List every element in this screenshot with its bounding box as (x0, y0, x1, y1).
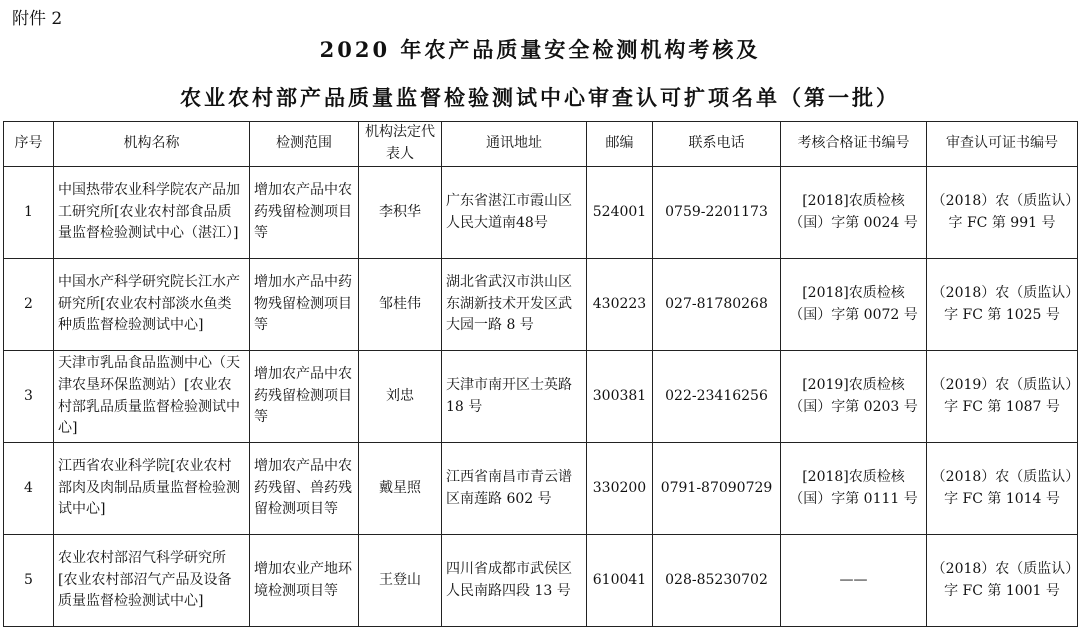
cell-zip: 524001 (587, 167, 653, 259)
cell-scope: 增加农产品中农药残留检测项目等 (250, 167, 359, 259)
cell-seq: 4 (4, 443, 54, 535)
document-title-line-1: 2020 年农产品质量安全检测机构考核及 (319, 37, 761, 62)
cell-review-cert: （2018）农（质监认）字 FC 第 991 号 (927, 167, 1078, 259)
cell-address: 湖北省武汉市洪山区东湖新技术开发区武大园一路 8 号 (442, 259, 587, 351)
header-seq: 序号 (4, 122, 54, 167)
cell-scope: 增加农产品中农药残留检测项目等 (250, 351, 359, 443)
cell-seq: 3 (4, 351, 54, 443)
cell-name: 天津市乳品食品监测中心（天津农垦环保监测站）[农业农村部乳品质量监督检验测试中心] (54, 351, 250, 443)
cell-seq: 1 (4, 167, 54, 259)
cell-zip: 300381 (587, 351, 653, 443)
cell-address: 江西省南昌市青云谱区南莲路 602 号 (442, 443, 587, 535)
cell-assessment-cert: —— (781, 535, 927, 627)
header-zip: 邮编 (587, 122, 653, 167)
cell-review-cert: （2018）农（质监认）字 FC 第 1014 号 (927, 443, 1078, 535)
document-title-line-2: 农业农村部产品质量监督检验测试中心审查认可扩项名单（第一批） (180, 85, 900, 110)
table-row (4, 351, 1078, 443)
header-address: 通讯地址 (442, 122, 587, 167)
cell-assessment-cert: [2019]农质检核（国）字第 0203 号 (781, 351, 927, 443)
header-scope: 检测范围 (250, 122, 359, 167)
cell-assessment-cert: [2018]农质检核（国）字第 0072 号 (781, 259, 927, 351)
cell-scope: 增加农产品中农药残留、兽药残留检测项目等 (250, 443, 359, 535)
header-assessment-cert: 考核合格证书编号 (781, 122, 927, 167)
cell-address: 天津市南开区士英路 18 号 (442, 351, 587, 443)
cell-phone: 0759-2201173 (653, 167, 781, 259)
cell-representative: 戴星照 (359, 443, 442, 535)
cell-name: 中国水产科学研究院长江水产研究所[农业农村部淡水鱼类种质监督检验测试中心] (54, 259, 250, 351)
cell-representative: 邹桂伟 (359, 259, 442, 351)
cell-address: 四川省成都市武侯区人民南路四段 13 号 (442, 535, 587, 627)
header-review-cert: 审查认可证书编号 (927, 122, 1078, 167)
cell-scope: 增加水产品中药物残留检测项目等 (250, 259, 359, 351)
cell-seq: 5 (4, 535, 54, 627)
cell-phone: 027-81780268 (653, 259, 781, 351)
table-row (4, 443, 1078, 535)
cell-zip: 610041 (587, 535, 653, 627)
cell-scope: 增加农业产地环境检测项目等 (250, 535, 359, 627)
cell-representative: 刘忠 (359, 351, 442, 443)
table-header-row (4, 122, 1078, 167)
cell-representative: 王登山 (359, 535, 442, 627)
table-row (4, 259, 1078, 351)
table-row (4, 535, 1078, 627)
header-name: 机构名称 (54, 122, 250, 167)
attachment-label: 附件 2 (12, 9, 63, 29)
cell-zip: 430223 (587, 259, 653, 351)
cell-phone: 022-23416256 (653, 351, 781, 443)
cell-zip: 330200 (587, 443, 653, 535)
cell-phone: 0791-87090729 (653, 443, 781, 535)
header-phone: 联系电话 (653, 122, 781, 167)
cell-name: 江西省农业科学院[农业农村部肉及肉制品质量监督检验测试中心] (54, 443, 250, 535)
institution-table (3, 121, 1078, 627)
cell-representative: 李积华 (359, 167, 442, 259)
cell-address: 广东省湛江市霞山区人民大道南48号 (442, 167, 587, 259)
cell-review-cert: （2019）农（质监认）字 FC 第 1087 号 (927, 351, 1078, 443)
cell-review-cert: （2018）农（质监认）字 FC 第 1001 号 (927, 535, 1078, 627)
cell-assessment-cert: [2018]农质检核（国）字第 0111 号 (781, 443, 927, 535)
cell-seq: 2 (4, 259, 54, 351)
cell-assessment-cert: [2018]农质检核（国）字第 0024 号 (781, 167, 927, 259)
cell-name: 农业农村部沼气科学研究所[农业农村部沼气产品及设备质量监督检验测试中心] (54, 535, 250, 627)
header-representative: 机构法定代表人 (359, 122, 442, 167)
cell-phone: 028-85230702 (653, 535, 781, 627)
table-row (4, 167, 1078, 259)
cell-name: 中国热带农业科学院农产品加工研究所[农业农村部食品质量监督检验测试中心（湛江）] (54, 167, 250, 259)
cell-review-cert: （2018）农（质监认）字 FC 第 1025 号 (927, 259, 1078, 351)
